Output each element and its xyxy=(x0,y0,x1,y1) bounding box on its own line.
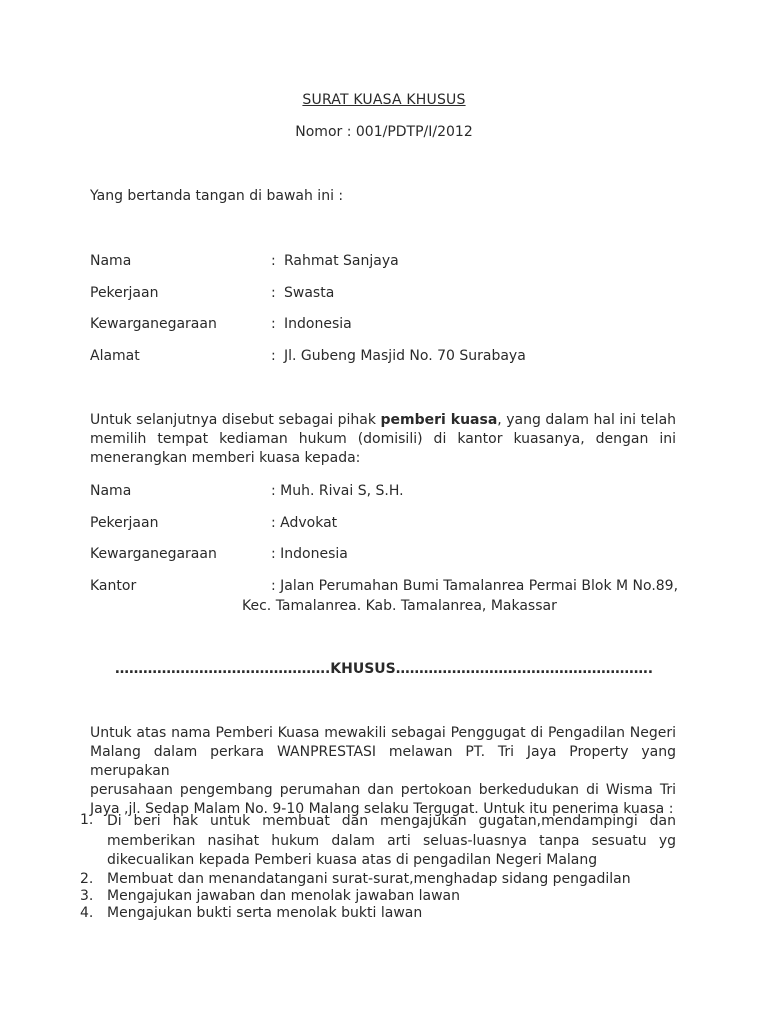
list-number: 4. xyxy=(80,904,94,921)
text-span: Untuk selanjutnya disebut sebagai pihak xyxy=(90,412,381,428)
field-label: Pekerjaan xyxy=(90,285,159,301)
grant-paragraph xyxy=(90,411,676,468)
list-item xyxy=(80,888,676,905)
grantor-name-row xyxy=(90,253,680,273)
field-label: Kantor xyxy=(90,578,137,594)
attorney-occupation-row xyxy=(90,515,680,535)
paragraph-line: Untuk atas nama Pemberi Kuasa mewakili sebagai Penggugat di Pengadilan Negeri xyxy=(90,725,676,741)
grantor-occupation-row xyxy=(90,285,680,305)
field-value: : Advokat xyxy=(271,515,338,531)
attorney-office-row xyxy=(90,578,680,598)
paragraph-line xyxy=(90,411,676,430)
powers-list xyxy=(80,812,676,922)
attorney-office-line2: Kec. Tamalanrea. Kab. Tamalanrea, Makassar xyxy=(242,598,557,614)
document-title: SURAT KUASA KHUSUS xyxy=(302,92,466,108)
special-heading: ……………………………………….KHUSUS………………………………………………. xyxy=(114,661,654,677)
field-colon: : xyxy=(271,253,276,269)
list-item xyxy=(80,905,676,922)
field-colon: : xyxy=(271,285,276,301)
field-value: : Muh. Rivai S, S.H. xyxy=(271,483,404,499)
grantor-address-row xyxy=(90,348,680,368)
list-item-line: memberikan nasihat hukum dalam arti seluas-luasnya tanpa sesuatu yg xyxy=(107,832,676,849)
paragraph-line: memilih tempat kediaman hukum (domisili) di kantor kuasanya, dengan ini xyxy=(90,431,676,447)
paragraph-line: Malang dalam perkara WANPRESTASI melawan PT. Tri Jaya Property yang merupakan xyxy=(90,744,676,779)
list-item-line: Mengajukan jawaban dan menolak jawaban lawan xyxy=(107,887,461,904)
emphasis-text: pemberi kuasa xyxy=(380,412,498,428)
field-label: Kewarganegaraan xyxy=(90,546,217,562)
list-item xyxy=(80,812,676,871)
list-number: 2. xyxy=(80,870,94,887)
mandate-paragraph xyxy=(90,724,676,819)
attorney-citizenship-row xyxy=(90,546,680,566)
intro-text: Yang bertanda tangan di bawah ini : xyxy=(90,188,344,204)
field-value: Rahmat Sanjaya xyxy=(284,253,399,269)
list-item-line: Mengajukan bukti serta menolak bukti lawan xyxy=(107,904,423,921)
field-value: : Indonesia xyxy=(271,546,348,562)
paragraph-line: Jaya ,jl. Sedap Malam No. 9-10 Malang selaku Tergugat. Untuk itu penerima kuasa : xyxy=(90,801,674,817)
field-value: Swasta xyxy=(284,285,335,301)
paragraph-line: perusahaan pengembang perumahan dan pertokoan berkedudukan di Wisma Tri xyxy=(90,782,676,798)
field-value: : Jalan Perumahan Bumi Tamalanrea Permai Blok M No.89, xyxy=(271,578,679,594)
grantor-citizenship-row xyxy=(90,316,680,336)
list-item-line: dikecualikan kepada Pemberi kuasa atas di pengadilan Negeri Malang xyxy=(107,852,598,868)
list-number: 3. xyxy=(80,887,94,904)
field-label: Kewarganegaraan xyxy=(90,316,217,332)
field-label: Nama xyxy=(90,253,132,269)
field-colon: : xyxy=(271,348,276,364)
field-label: Nama xyxy=(90,483,132,499)
list-item-line: Di beri hak untuk membuat dan mengajukan gugatan,mendampingi dan xyxy=(107,813,676,829)
attorney-name-row xyxy=(90,483,680,503)
document-number: Nomor : 001/PDTP/I/2012 xyxy=(295,124,473,140)
list-item-line: Membuat dan menandatangani surat-surat,menghadap sidang pengadilan xyxy=(107,870,631,887)
field-value: Jl. Gubeng Masjid No. 70 Surabaya xyxy=(284,348,526,364)
paragraph-line: menerangkan memberi kuasa kepada: xyxy=(90,450,361,466)
field-colon: : xyxy=(271,316,276,332)
field-label: Alamat xyxy=(90,348,140,364)
field-value: Indonesia xyxy=(284,316,352,332)
list-number: 1. xyxy=(80,812,94,828)
text-span: , yang dalam hal ini telah xyxy=(497,412,677,428)
field-label: Pekerjaan xyxy=(90,515,159,531)
list-item xyxy=(80,871,676,888)
